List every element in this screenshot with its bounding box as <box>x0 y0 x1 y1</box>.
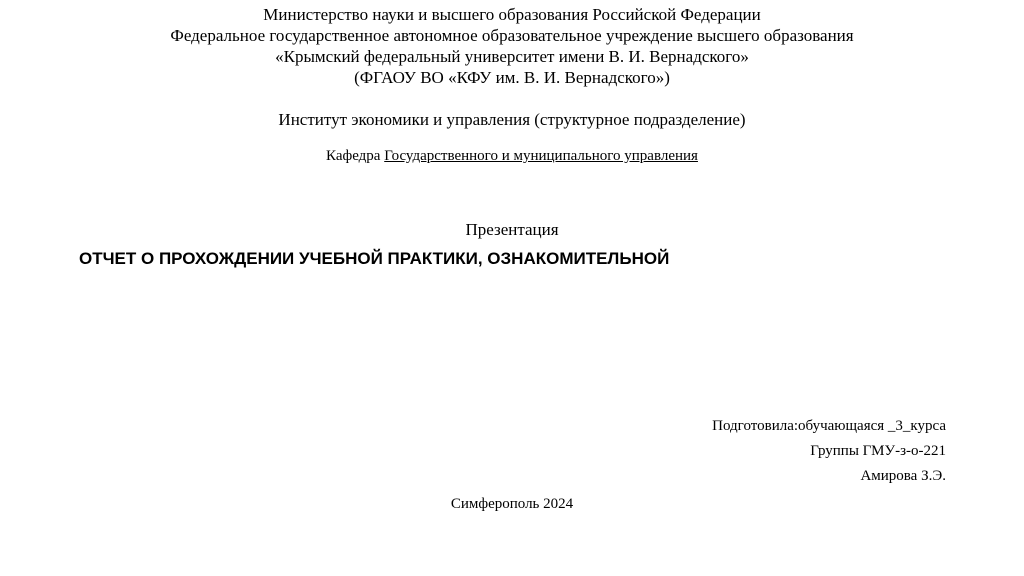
prepared-by-line: Подготовила:обучающаяся _3_курса <box>712 418 946 434</box>
department-name: Государственного и муниципального управления <box>384 148 698 164</box>
presentation-label: Презентация <box>465 220 559 239</box>
department-line <box>0 147 1024 166</box>
institute-name: Институт экономики и управления (структурное подразделение) <box>278 110 746 129</box>
report-title: ОТЧЕТ О ПРОХОЖДЕНИИ УЧЕБНОЙ ПРАКТИКИ, ОЗНАКОМИТЕЛЬНОЙ <box>79 249 670 268</box>
author-name: Амирова З.Э. <box>860 468 946 484</box>
ministry-line: Министерство науки и высшего образования Российской Федерации <box>263 5 761 24</box>
group-line: Группы ГМУ-з-о-221 <box>810 443 946 459</box>
city-year: Симферополь 2024 <box>450 496 574 512</box>
author-block <box>712 417 946 492</box>
ministry-header <box>0 4 1024 88</box>
university-name-line: «Крымский федеральный университет имени В. И. Вернадского» <box>275 47 749 66</box>
university-abbreviation-line: (ФГАОУ ВО «КФУ им. В. И. Вернадского») <box>354 68 670 87</box>
university-type-line: Федеральное государственное автономное образовательное учреждение высшего образования <box>170 26 854 45</box>
department-prefix: Кафедра <box>326 148 381 164</box>
